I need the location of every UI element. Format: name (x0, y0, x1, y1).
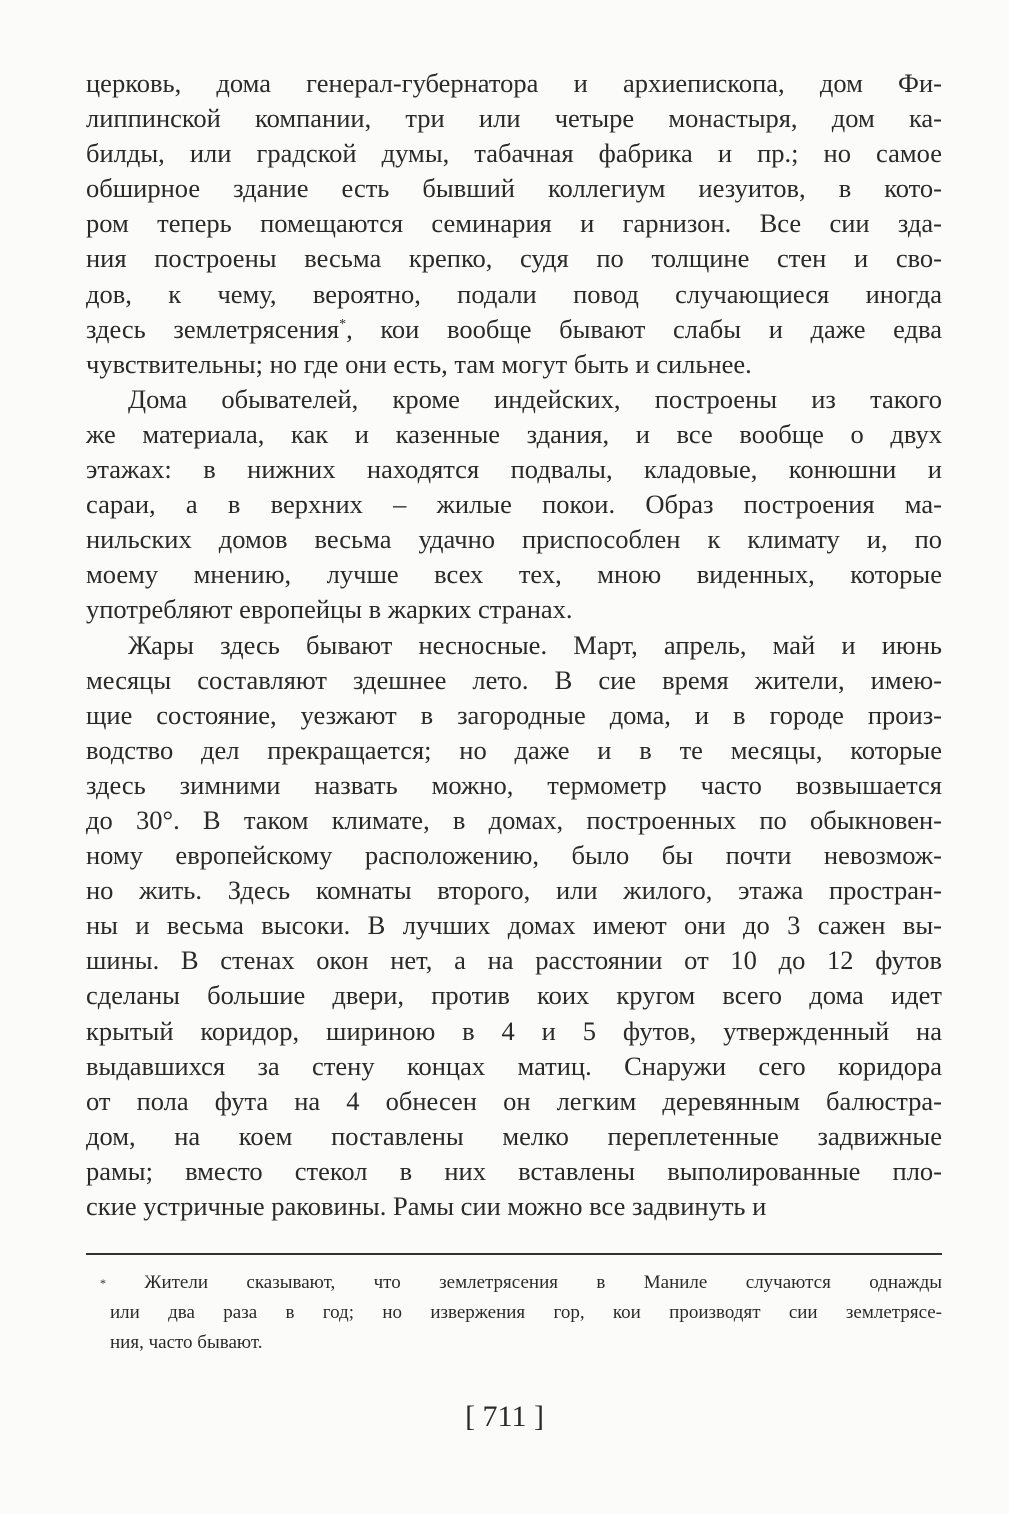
text-line: сделаны большие двери, против коих кругом всего дома идет (86, 980, 942, 1011)
text-line: церковь, дома генерал-губернатора и архиепископа, дом Фи- (86, 68, 942, 98)
text-line: билды, или градской думы, табачная фабрика и пр.; но самое (86, 138, 942, 169)
footnote-reference[interactable]: * (339, 316, 347, 332)
text-line: чувствительны; но где они есть, там могут быть и сильнее. (86, 348, 752, 379)
text-line: рамы; вместо стекол в них вставлены выполированные пло- (86, 1155, 942, 1186)
text-line: щие состояние, уезжают в загородные дома, и в городе произ- (86, 699, 942, 730)
text-line: здесь зимними назвать можно, термометр часто возвышается (86, 769, 942, 800)
text-line: но жить. Здесь комнаты второго, или жилого, этажа простран- (86, 875, 942, 906)
text-line: от пола фута на 4 обнесен он легким деревянным балюстра- (86, 1085, 942, 1116)
text-line: ния построены весьма крепко, судя по толщине стен и сво- (86, 243, 942, 274)
text-line: ром теперь помещаются семинария и гарнизон. Все сии зда- (86, 208, 942, 239)
text-line: месяцы составляют здешнее лето. В сие время жители, имею- (86, 664, 942, 695)
text-line: Жары здесь бывают несносные. Март, апрель, май и июнь (128, 629, 942, 660)
text-line: моему мнению, лучше всех тех, мною виденных, которые (86, 559, 942, 590)
text-line: нильских домов весьма удачно приспособлен к климату и, по (86, 524, 942, 555)
body-text (86, 66, 942, 1224)
text-line: Дома обывателей, кроме индейских, построены из такого (128, 383, 942, 414)
footnote-line: ния, часто бывают. (110, 1332, 263, 1353)
text-line: сараи, а в верхних – жилые покои. Образ построения ма- (86, 489, 942, 520)
text-line: шины. В стенах окон нет, а на расстоянии от 10 до 12 футов (86, 945, 942, 976)
footnote-marker: * (100, 1276, 106, 1290)
text-line: крытый коридор, шириною в 4 и 5 футов, утвержденный на (86, 1015, 942, 1046)
text-line: водство дел прекращается; но даже и в те месяцы, которые (86, 734, 942, 765)
footnote-line: * Жители сказывают, что землетрясения в Маниле случаются однажды (100, 1272, 943, 1293)
text-line: этажах: в нижних находятся подвалы, кладовые, конюшни и (86, 454, 942, 485)
footnote-line: или два раза в год; но извержения гор, кои производят сии землетрясе- (110, 1302, 942, 1323)
text-line: до 30°. В таком климате, в домах, построенных по обыкновен- (86, 804, 942, 835)
text-line: ские устричные раковины. Рамы сии можно все задвинуть и (86, 1191, 767, 1221)
text-line: липпинской компании, три или четыре монастыря, дом ка- (86, 103, 942, 134)
footnote-divider (86, 1253, 942, 1255)
text-line: обширное здание есть бывший коллегиум иезуитов, в кото- (86, 173, 942, 204)
text-line: выдавшихся за стену концах матиц. Снаружи сего коридора (86, 1050, 942, 1081)
text-line: дом, на коем поставлены мелко переплетенные задвижные (86, 1120, 942, 1151)
footnote (100, 1268, 943, 1358)
text-line: дов, к чему, вероятно, подали повод случающиеся иногда (86, 278, 942, 309)
page-number: [ 711 ] (465, 1400, 544, 1433)
text-line: ны и весьма высоки. В лучших домах имеют они до 3 сажен вы- (86, 910, 942, 941)
text-line: здесь землетрясения*, кои вообще бывают слабы и даже едва (86, 313, 942, 344)
text-line: ному европейскому расположению, было бы почти невозмож- (86, 840, 942, 871)
text-line: же материала, как и казенные здания, и все вообще о двух (86, 418, 942, 449)
text-line: употребляют европейцы в жарких странах. (86, 594, 573, 625)
